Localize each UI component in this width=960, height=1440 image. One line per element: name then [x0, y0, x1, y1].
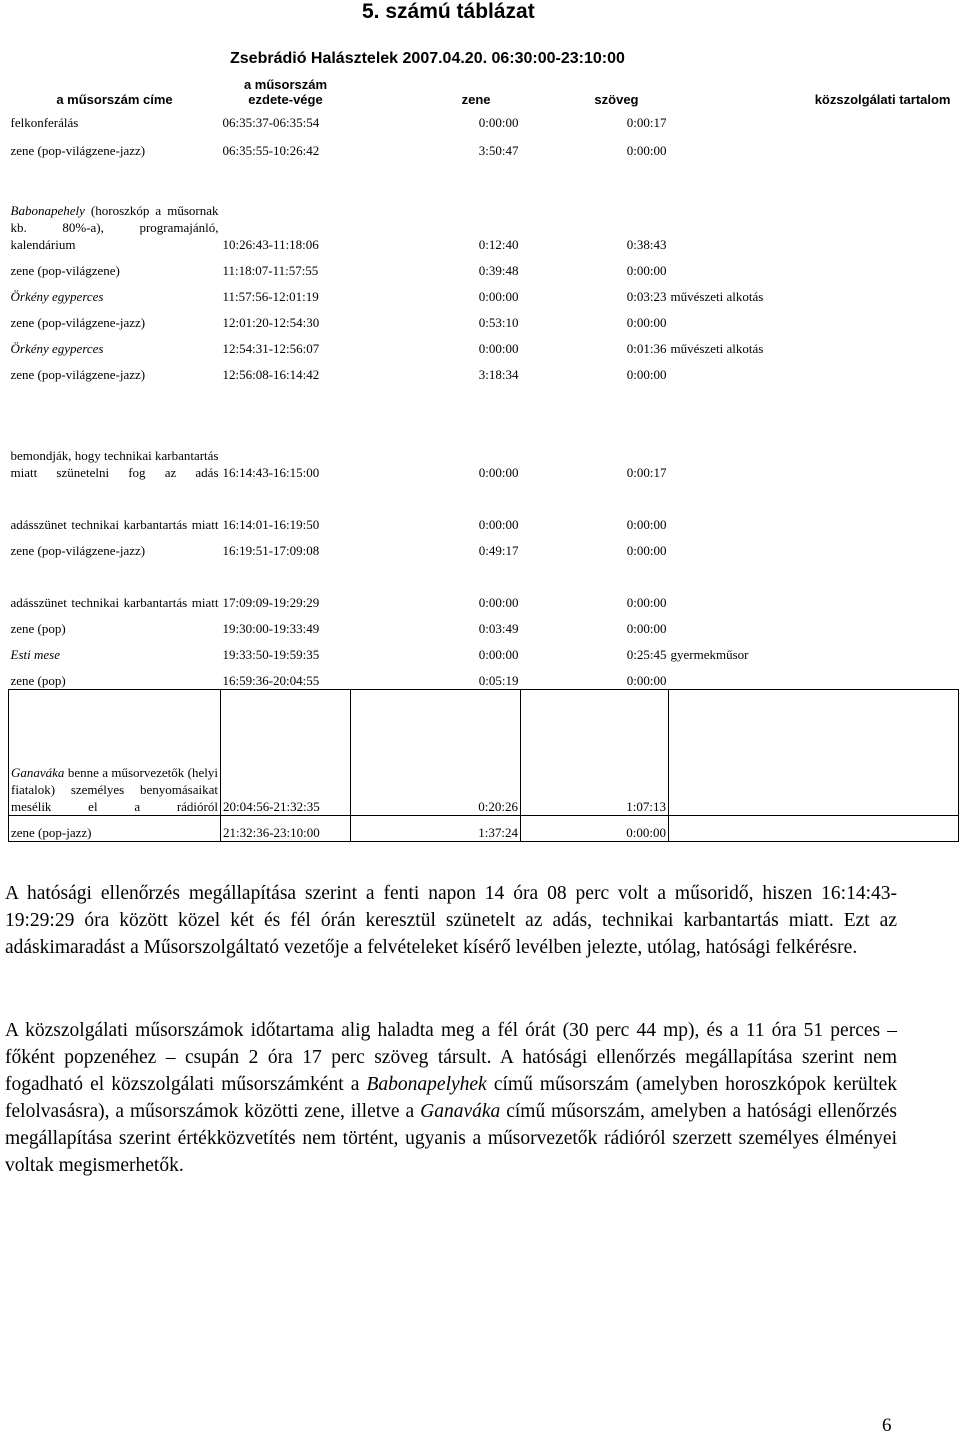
row-time: 12:56:08-16:14:42	[222, 367, 320, 382]
table-row	[9, 481, 959, 533]
row-music: 0:00:00	[478, 595, 519, 610]
row-text: 0:00:00	[626, 143, 667, 158]
header-time: a műsorszám ezdete-vége	[243, 77, 328, 107]
closing-paragraph-1: A hatósági ellenőrzés megállapítása szerint a fenti napon 14 óra 08 perc volt a műsoridő, hiszen 16:14:43-19:29:29 óra között közel két és fél órán keresztül szünetelt az adás, technikai karbantartás miatt. Ezt az adáskimaradást a Műsorszolgáltató vezetője a felvételeket kísérő levélben jelezte, utólag, hatósági felkérésre.	[5, 883, 897, 958]
header-music: zene	[461, 92, 491, 107]
table-row	[9, 559, 959, 611]
paragraph-italic-title: Ganaváka	[420, 1101, 501, 1122]
row-time: 16:14:01-16:19:50	[222, 517, 320, 532]
table-header-row	[9, 75, 959, 107]
table-row	[9, 331, 959, 357]
row-text: 0:00:00	[626, 315, 667, 330]
table-row	[9, 195, 959, 253]
table-row	[9, 611, 959, 637]
page-title: 5. számú táblázat	[362, 0, 535, 23]
row-text: 0:00:00	[626, 517, 667, 532]
row-music: 0:05:19	[478, 672, 519, 688]
row-public	[669, 663, 959, 689]
row-text: 0:01:36	[626, 341, 667, 356]
row-public	[669, 559, 959, 611]
row-music: 3:50:47	[478, 143, 519, 158]
table-row	[9, 253, 959, 279]
table-caption: Zsebrádió Halásztelek 2007.04.20. 06:30:00-23:10:00	[230, 50, 625, 67]
row-title	[9, 195, 221, 253]
row-title: zene (pop-jazz)	[9, 815, 221, 841]
row-title: zene (pop-világzene-jazz)	[10, 367, 146, 382]
row-public: gyermekműsor	[670, 647, 749, 662]
row-title: bemondják, hogy technikai karbantartás miatt szünetelni fog az adás	[10, 448, 219, 480]
row-title: adásszünet technikai karbantartás miatt	[10, 517, 219, 532]
row-time: 06:35:37-06:35:54	[222, 115, 320, 130]
row-title: zene (pop-világzene-jazz)	[10, 315, 146, 330]
row-music: 0:53:10	[478, 315, 519, 330]
row-public	[669, 357, 959, 383]
closing-paragraph-2	[5, 1017, 897, 1179]
row-text: 0:00:00	[521, 815, 669, 841]
row-text: 0:00:00	[626, 263, 667, 278]
paragraph-text: című műsorszám (amelyben horoszkópok kerültek felolvasásra), a műsorszámok közötti zene, illetve a	[5, 1074, 897, 1122]
paragraph-text: című műsorszám, amelyben a hatósági ellenőrzés megállapítása szerint értékközvetítés nem történt, ugyanis a műsorvezetők rádióról szerzett személyes élményei voltak megismerhetők.	[5, 1101, 898, 1176]
row-text: 0:00:17	[626, 115, 667, 130]
row-title: zene (pop)	[10, 672, 66, 688]
row-music: 0:39:48	[478, 263, 519, 278]
row-music: 0:00:00	[478, 465, 519, 480]
header-text: szöveg	[594, 92, 639, 107]
row-public	[669, 195, 959, 253]
table-row	[9, 131, 959, 159]
row-title-rest: benne a műsorvezetők (helyi fiatalok) személyes benyomásaikat mesélik el a rádióról	[11, 764, 218, 814]
row-music: 1:37:24	[351, 815, 521, 841]
row-text: 0:03:23	[626, 289, 667, 304]
row-music: 0:49:17	[478, 543, 519, 558]
row-music: 0:00:00	[478, 517, 519, 532]
row-music: 0:00:00	[478, 115, 519, 130]
row-public	[669, 481, 959, 533]
row-time: 12:01:20-12:54:30	[222, 315, 320, 330]
row-public	[669, 815, 959, 841]
row-text: 0:00:00	[626, 595, 667, 610]
row-music: 0:03:49	[478, 621, 519, 636]
row-title: zene (pop-világzene)	[10, 263, 120, 278]
row-title: zene (pop)	[10, 621, 66, 636]
row-text: 0:25:45	[626, 647, 667, 662]
row-title: adásszünet technikai karbantartás miatt	[10, 595, 219, 610]
table-row	[9, 305, 959, 331]
row-text: 0:00:00	[626, 367, 667, 382]
row-public	[669, 423, 959, 481]
row-time: 11:57:56-12:01:19	[222, 289, 319, 304]
row-text: 0:00:00	[626, 543, 667, 558]
table-row	[9, 663, 959, 689]
row-public	[669, 107, 959, 131]
row-public	[669, 253, 959, 279]
row-title	[9, 689, 221, 815]
table-row	[9, 279, 959, 305]
row-time: 16:59:36-20:04:55	[222, 672, 320, 688]
row-title: zene (pop-világzene-jazz)	[10, 143, 146, 158]
row-title-rest: (horoszkóp a műsornak kb. 80%-a), programajánló, kalendárium	[10, 203, 219, 252]
row-title: Örkény egyperces	[10, 289, 104, 304]
header-title: a műsorszám címe	[56, 92, 173, 107]
row-title: Esti mese	[10, 647, 60, 662]
page-number: 6	[882, 1415, 892, 1436]
table-row	[9, 107, 959, 131]
row-text: 0:00:17	[626, 465, 667, 480]
row-public	[669, 305, 959, 331]
table-row	[9, 815, 959, 841]
row-text: 0:38:43	[626, 237, 667, 252]
row-music: 0:00:00	[478, 289, 519, 304]
table-row	[9, 357, 959, 383]
table-row	[9, 533, 959, 559]
row-time: 11:18:07-11:57:55	[222, 263, 319, 278]
row-text: 0:00:00	[626, 672, 667, 688]
table-row	[9, 423, 959, 481]
row-title: zene (pop-világzene-jazz)	[10, 543, 146, 558]
table-row	[9, 637, 959, 663]
row-time: 19:30:00-19:33:49	[222, 621, 320, 636]
row-public	[669, 533, 959, 559]
row-public	[669, 611, 959, 637]
row-text: 0:00:00	[626, 621, 667, 636]
row-public: művészeti alkotás	[670, 289, 764, 304]
row-public	[669, 131, 959, 159]
row-title: felkonferálás	[10, 115, 79, 130]
row-music: 0:00:00	[478, 341, 519, 356]
row-time: 20:04:56-21:32:35	[221, 689, 351, 815]
row-time: 06:35:55-10:26:42	[222, 143, 320, 158]
row-time: 12:54:31-12:56:07	[222, 341, 320, 356]
row-time: 21:32:36-23:10:00	[221, 815, 351, 841]
row-title-italic: Babonapehely	[10, 203, 85, 218]
schedule-table	[8, 75, 959, 842]
row-time: 10:26:43-11:18:06	[222, 237, 319, 252]
paragraph-italic-title: Babonapelyhek	[366, 1074, 487, 1095]
table-row	[9, 689, 959, 815]
row-time: 16:19:51-17:09:08	[222, 543, 320, 558]
row-public: művészeti alkotás	[670, 341, 764, 356]
header-public: közszolgálati tartalom	[814, 92, 951, 107]
paragraph-text: A közszolgálati műsorszámok időtartama alig haladta meg a fél órát (30 perc 44 mp), és a 11 óra 51 perces – főként popzenéhez – csupán 2 óra 17 perc szöveg társult. A hatósági ellenőrzés megállapítása szerint nem fogadható el közszolgálati műsorszámként a	[5, 1020, 897, 1095]
row-title-italic: Ganaváka	[11, 764, 65, 780]
row-music: 0:20:26	[351, 689, 521, 815]
row-time: 19:33:50-19:59:35	[222, 647, 320, 662]
row-music: 3:18:34	[478, 367, 519, 382]
row-music: 0:12:40	[478, 237, 519, 252]
row-public	[669, 689, 959, 815]
row-time: 17:09:09-19:29:29	[222, 595, 320, 610]
row-music: 0:00:00	[478, 647, 519, 662]
row-title: Örkény egyperces	[10, 341, 104, 356]
row-time: 16:14:43-16:15:00	[222, 465, 320, 480]
row-text: 1:07:13	[521, 689, 669, 815]
